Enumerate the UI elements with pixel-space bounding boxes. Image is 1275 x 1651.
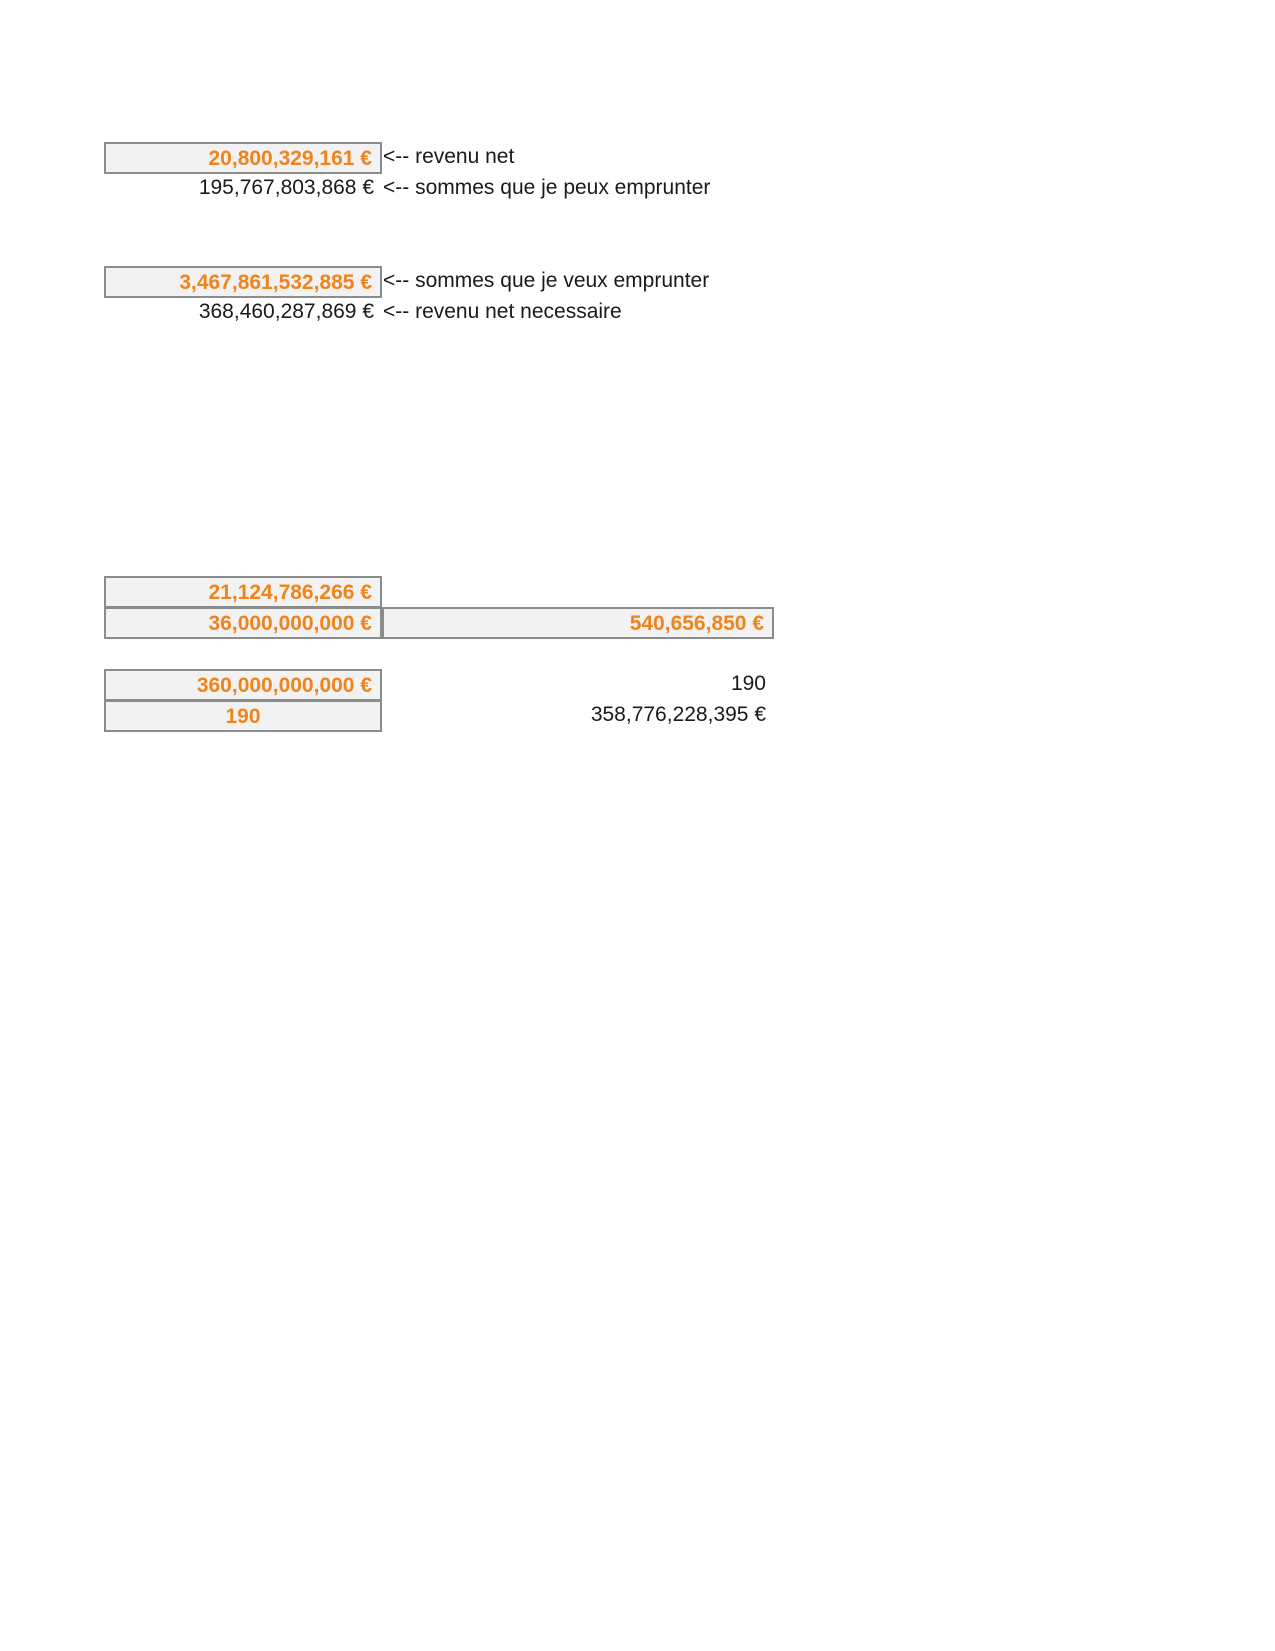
desired-loan-label: <-- sommes que je veux emprunter (383, 269, 710, 292)
borrowable-amount-value: 195,767,803,868 € (198, 176, 374, 199)
input-cell-c[interactable]: 540,656,850 € (382, 607, 774, 639)
input-cell-e[interactable]: 190 (104, 700, 382, 732)
borrowable-amount-label: <-- sommes que je peux emprunter (383, 176, 711, 199)
net-income-label: <-- revenu net (383, 145, 515, 168)
result-cell-f: 190 (730, 672, 766, 695)
desired-loan-input[interactable]: 3,467,861,532,885 € (104, 266, 382, 298)
input-cell-b[interactable]: 36,000,000,000 € (104, 607, 382, 639)
required-income-value: 368,460,287,869 € (198, 300, 374, 323)
required-income-label: <-- revenu net necessaire (383, 300, 622, 323)
result-cell-g: 358,776,228,395 € (590, 703, 766, 726)
input-cell-a[interactable]: 21,124,786,266 € (104, 576, 382, 608)
net-income-input[interactable]: 20,800,329,161 € (104, 142, 382, 174)
input-cell-d[interactable]: 360,000,000,000 € (104, 669, 382, 701)
